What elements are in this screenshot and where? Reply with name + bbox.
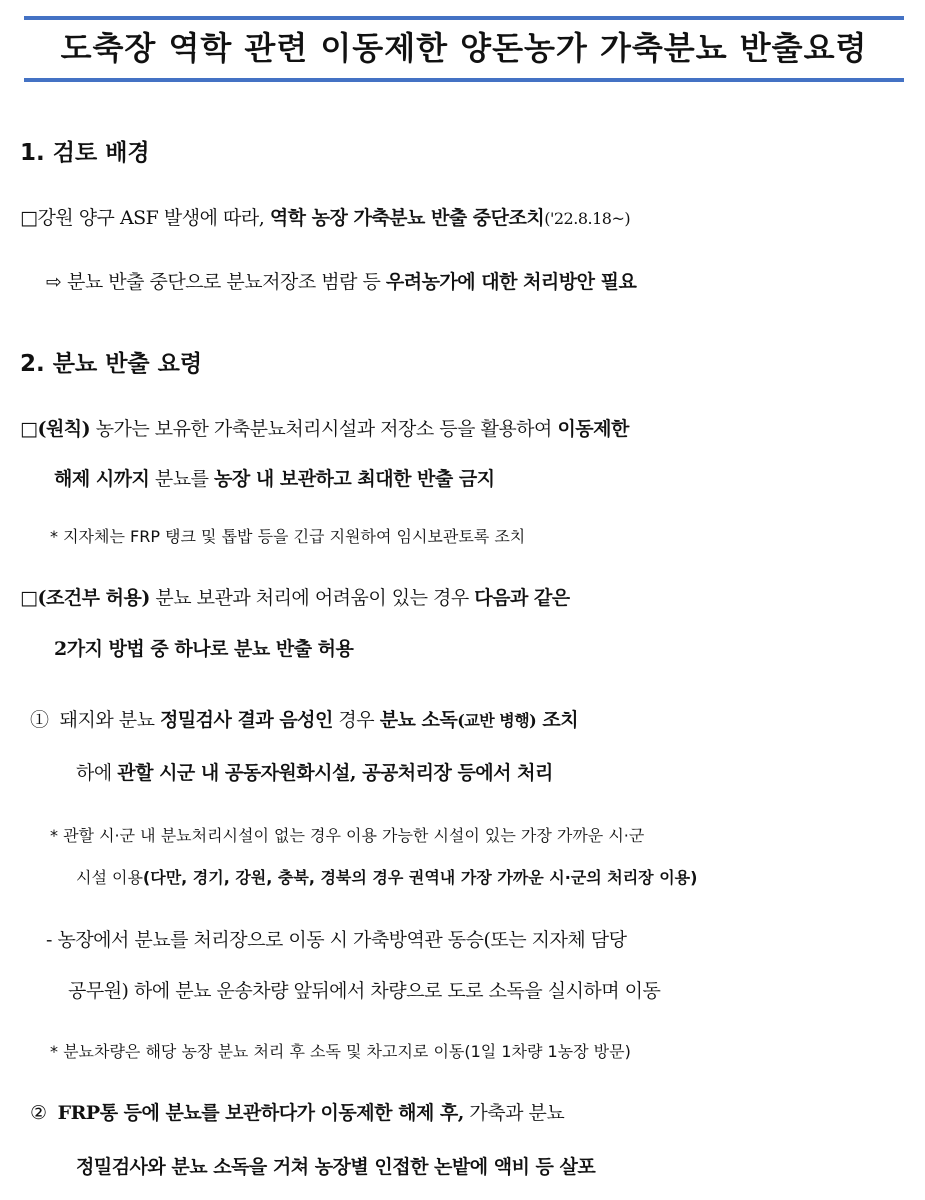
s2-n3: 분뇨차량은 해당 농장 분뇨 처리 후 소독 및 차고지로 이동(1일 1차량 1농장 방문) (63, 1042, 631, 1061)
m1-l2-b: 관할 시군 내 공동자원화시설, 공공처리장 등에서 처리 (117, 762, 553, 784)
s2-note-2-line-2 (76, 865, 697, 888)
dash-marker: - (46, 929, 52, 951)
s2-dash-line-2: 공무원) 하에 분뇨 운송차량 앞뒤에서 차량으로 도로 소독을 실시하며 이동 (68, 980, 661, 1002)
bullet-marker: □ (20, 418, 38, 440)
note-marker: * (50, 527, 58, 546)
s2-p2-bold: (조건부 허용) (37, 587, 150, 609)
s2-p1-bold2: 이동제한 (557, 418, 629, 440)
title-bottom-rule (24, 78, 904, 82)
s2-p1-bold: (원칙) (37, 418, 91, 440)
s2-p1-l2-bold: 해제 시까지 (54, 468, 150, 490)
s1-a1-bold: 우려농가에 대한 처리방안 필요 (385, 271, 637, 293)
note-marker: * (50, 826, 58, 845)
m1-f: 조치 (536, 709, 579, 731)
section-1-heading: 1. 검토 배경 (20, 140, 150, 166)
page-title: 도축장 역학 관련 이동제한 양돈농가 가축분뇨 반출요령 (60, 29, 868, 67)
s2-n2-l2-b: (다만, 경기, 강원, 충북, 경북의 경우 권역내 가장 가까운 시·군의 처리장 이용) (142, 868, 698, 887)
m2-a: FRP통 등에 분뇨를 보관하다가 이동제한 해제 후, (57, 1102, 464, 1124)
method-1-number: ① (30, 709, 49, 731)
s2-principle-line-2 (54, 464, 495, 491)
s1-a1-pre: 분뇨 반출 중단으로 분뇨저장조 범람 등 (66, 271, 386, 293)
m1-e: (교반 병행) (457, 711, 537, 730)
arrow-icon: ⇨ (46, 271, 62, 293)
m1-l2-a: 하에 (76, 762, 118, 784)
method-1-line-2 (76, 758, 553, 785)
method-1-line-1 (30, 705, 578, 732)
m1-a: 돼지와 분뇨 (59, 709, 160, 731)
s1-b1-post: ('22.8.18~) (544, 209, 631, 228)
s2-conditional-line-2: 2가지 방법 중 하나로 분뇨 반출 허용 (54, 638, 354, 660)
s1-b1-pre: 강원 양구 ASF 발생에 따라, (37, 207, 270, 229)
s2-p1-l2-bold2: 농장 내 보관하고 최대한 반출 금지 (214, 468, 495, 490)
m1-d: 분뇨 소독 (379, 709, 458, 731)
bullet-marker: □ (20, 207, 38, 229)
s2-conditional-line-1 (20, 583, 570, 610)
s2-p2-mid: 분뇨 보관과 처리에 어려움이 있는 경우 (149, 587, 475, 609)
s2-note-1 (50, 524, 525, 547)
s1-bullet-1 (20, 203, 630, 230)
method-2-line-1 (30, 1098, 564, 1125)
m2-b: 가축과 분뇨 (463, 1102, 565, 1124)
s1-arrow-line (46, 267, 636, 294)
s2-p1-l2-mid: 분뇨를 (149, 468, 215, 490)
m1-c: 경우 (332, 709, 380, 731)
s2-note-2-line-1 (50, 823, 644, 846)
s2-n2-l1: 관할 시·군 내 분뇨처리시설이 없는 경우 이용 가능한 시설이 있는 가장 가까운 시·군 (63, 826, 645, 845)
s1-b1-bold: 역학 농장 가축분뇨 반출 중단조치 (269, 207, 545, 229)
section-2-heading: 2. 분뇨 반출 요령 (20, 351, 203, 377)
s2-principle-line-1 (20, 414, 629, 441)
method-2-line-2: 정밀검사와 분뇨 소독을 거쳐 농장별 인접한 논밭에 액비 등 살포 (76, 1156, 596, 1178)
s2-d1-l1: 농장에서 분뇨를 처리장으로 이동 시 가축방역관 동승(또는 지자체 담당 (57, 929, 627, 951)
bullet-marker: □ (20, 587, 38, 609)
m1-b: 정밀검사 결과 음성인 (159, 709, 333, 731)
title-top-rule (24, 16, 904, 20)
s2-dash-line-1 (46, 925, 626, 952)
s2-p1-mid: 농가는 보유한 가축분뇨처리시설과 저장소 등을 활용하여 (90, 418, 558, 440)
s2-note-3 (50, 1039, 631, 1062)
s2-n1: 지자체는 FRP 탱크 및 톱밥 등을 긴급 지원하여 임시보관토록 조치 (63, 527, 526, 546)
method-2-number: ② (30, 1102, 47, 1124)
note-marker: * (50, 1042, 58, 1061)
s2-p2-bold2: 다음과 같은 (474, 587, 570, 609)
s2-n2-l2-a: 시설 이용 (76, 868, 143, 887)
